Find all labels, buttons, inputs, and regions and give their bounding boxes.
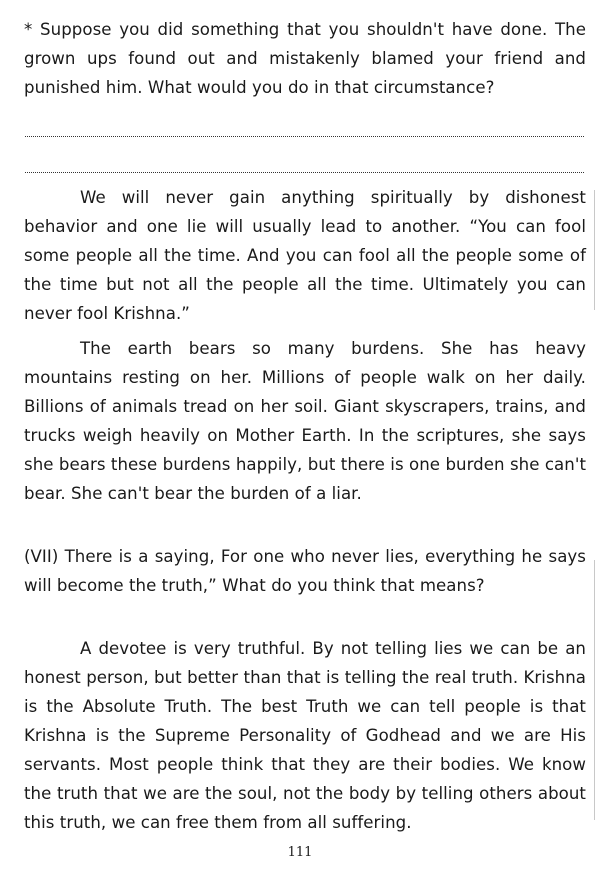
answer-line-one: [25, 136, 584, 137]
question-seven-paragraph: (VII) There is a saying, For one who never lies, everything he says will become the truth,” What do you think that means?: [24, 547, 586, 595]
answer-line-two: [25, 172, 584, 173]
question-six-paragraph: * Suppose you did something that you shouldn't have done. The grown ups found out and mistakenly blamed your friend and punished him. What would you do in that circumstance?: [24, 20, 586, 97]
scan-edge-mark: [594, 560, 595, 820]
page-number: 111: [287, 845, 313, 860]
earth-burdens-paragraph: The earth bears so many burdens. She has heavy mountains resting on her. Millions of people walk on her daily. Billions of animals tread on her soil. Giant skyscrapers, trains, and trucks weigh heavily on Mother Earth. In the scriptures, she says she bears these burdens happily, but there is one burden she can't bear. She can't bear the burden of a liar.: [24, 339, 586, 503]
honesty-paragraph: We will never gain anything spiritually by dishonest behavior and one lie will usually lead to another. “You can fool some people all the time. And you can fool all the people some of the time but not all the people all the time. Ultimately you can never fool Krishna.”: [24, 188, 586, 323]
devotee-truth-paragraph: A devotee is very truthful. By not telling lies we can be an honest person, but better than that is telling the real truth. Krishna is the Absolute Truth. The best Truth we can tell people is that Krishna is the Supreme Personality of Godhead and we are His servants. Most people think that they are their bodies. We know the truth that we are the soul, not the body by telling others about this truth, we can free them from all suffering.: [24, 639, 586, 832]
scan-edge-mark: [594, 190, 595, 310]
